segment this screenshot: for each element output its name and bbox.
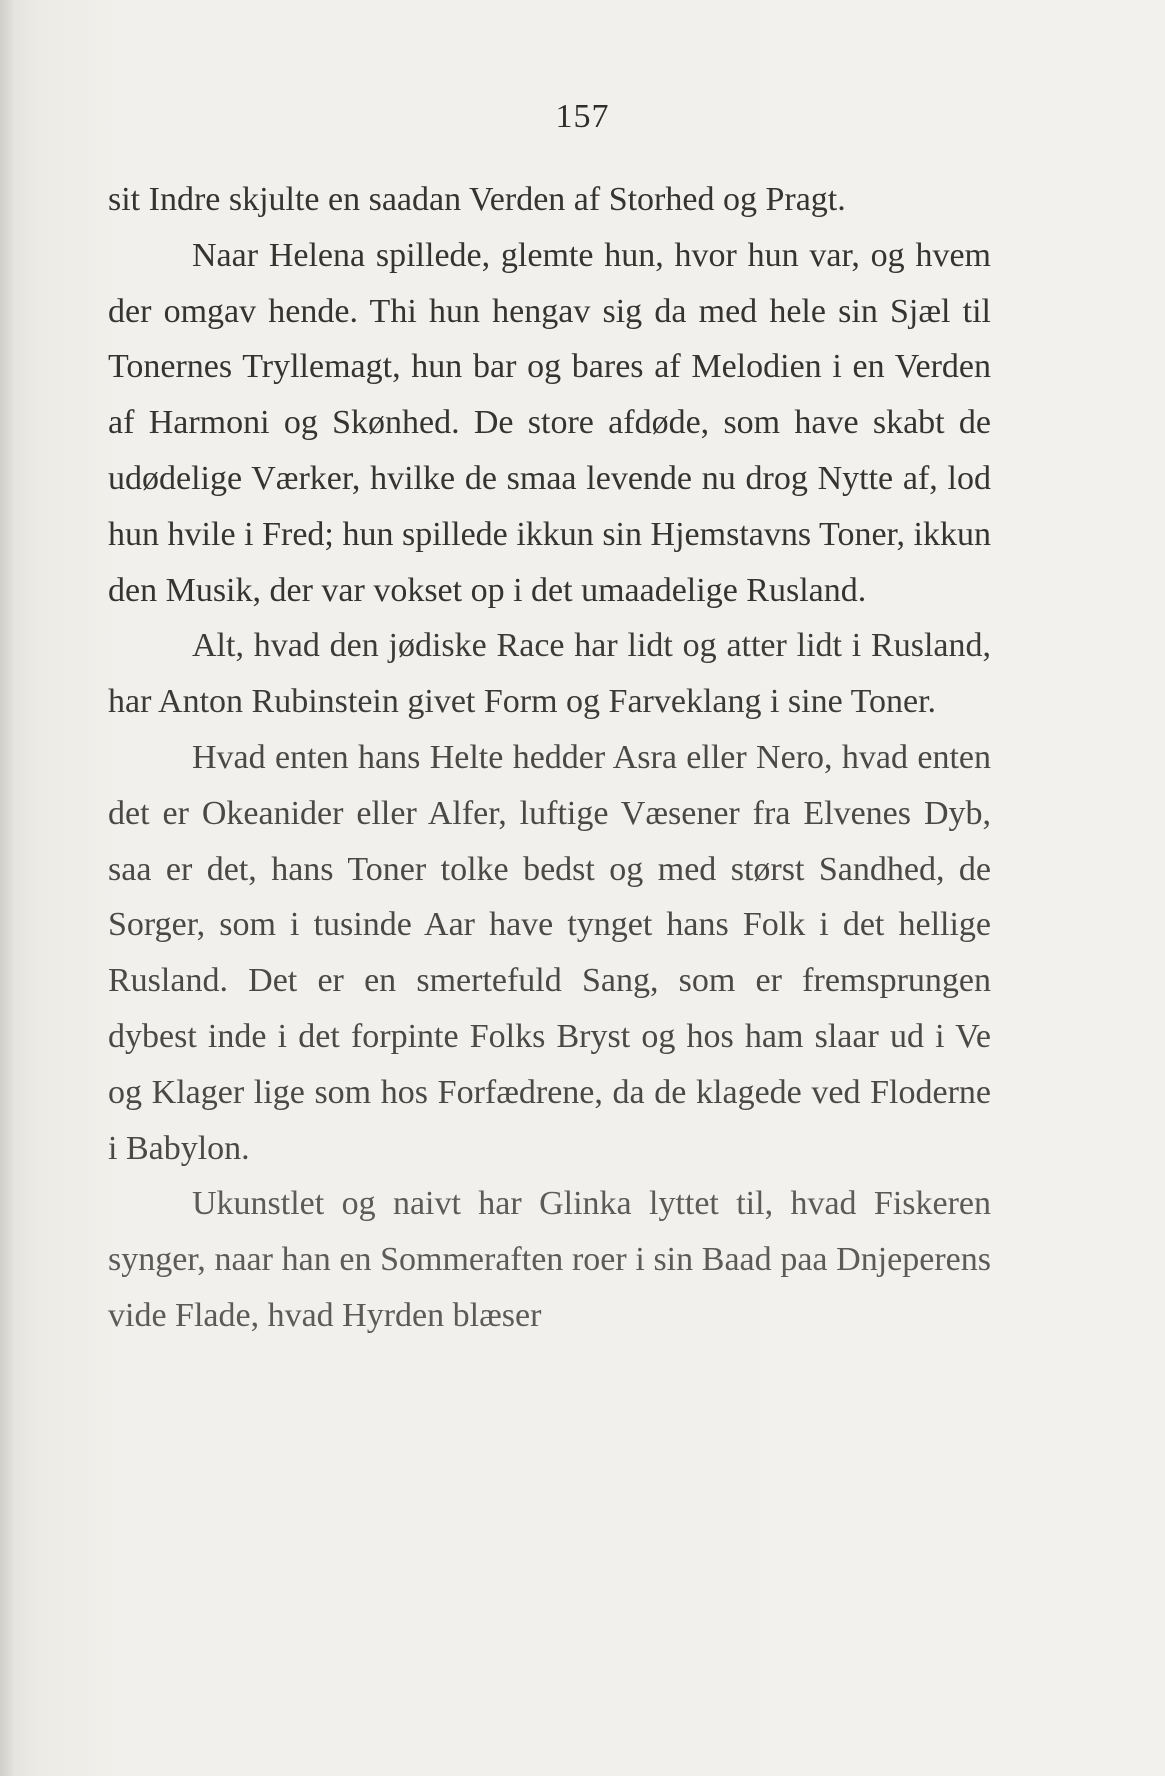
paragraph: Ukunstlet og naivt har Glinka lyttet til, hvad Fiskeren synger, naar han en Sommeraften roer i sin Baad paa Dnjeperens vide Flade, hvad Hyrden blæser	[108, 1185, 991, 1334]
paragraph: Alt, hvad den jødiske Race har lidt og atter lidt i Rusland, har Anton Rubinstein givet Form og Farveklang i sine Toner.	[108, 627, 991, 721]
paragraph: Hvad enten hans Helte hedder Asra eller Nero, hvad enten det er Okeanider eller Alfer, luftige Væsener fra Elvenes Dyb, saa er det, hans Toner tolke bedst og med størst Sandhed, de Sorger, som i tusinde Aar have tynget hans Folk i det hellige Rusland. Det er en smertefuld Sang, som er fremsprungen dybest inde i det forpinte Folks Bryst og hos ham slaar ud i Ve og Klager lige som hos Forfædrene, da de klagede ved Floderne i Babylon.	[108, 738, 991, 1167]
binding-edge	[0, 0, 14, 1776]
paragraph: Naar Helena spillede, glemte hun, hvor hun var, og hvem der omgav hende. Thi hun hengav sig da med hele sin Sjæl til Tonernes Tryllemagt, hun bar og bares af Melodien i en Verden af Harmoni og Skønhed. De store afdøde, som have skabt de udødelige Værker, hvilke de smaa levende nu drog Nytte af, lod hun hvile i Fred; hun spillede ikkun sin Hjemstavns Toner, ikkun den Musik, der var vokset op i det umaadelige Rusland.	[108, 236, 991, 609]
paragraph: sit Indre skjulte en saadan Verden af Storhed og Pragt.	[108, 181, 846, 218]
body-text	[108, 172, 991, 1344]
page-number: 157	[555, 98, 610, 135]
